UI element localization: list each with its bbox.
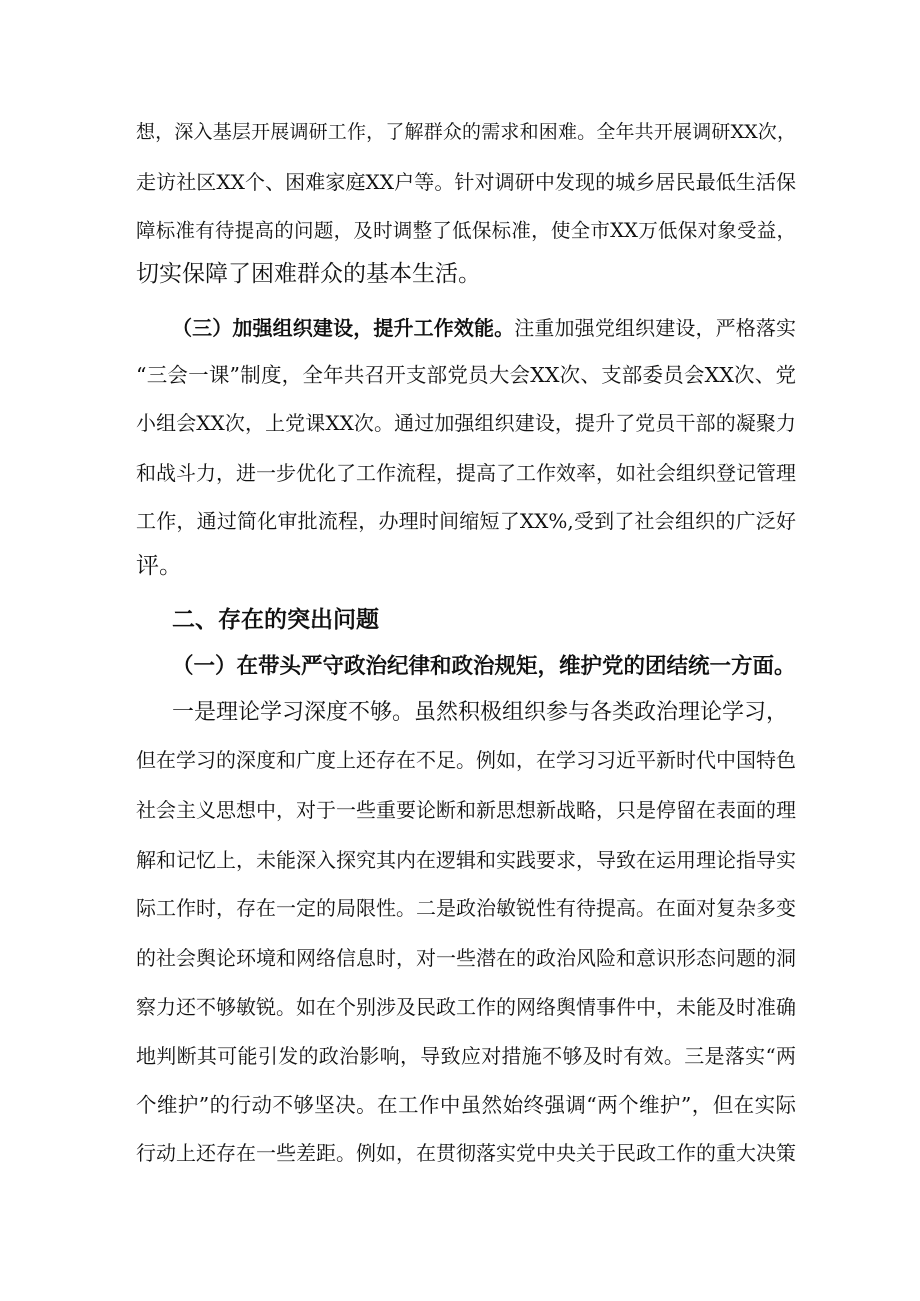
- text-line: 工作，通过简化审批流程，办理时间缩短了XX%,受到了社会组织的广泛好: [136, 509, 796, 533]
- paragraph-first-line: [172, 313, 796, 343]
- text-line: 想，深入基层开展调研工作，了解群众的需求和困难。全年共开展调研XX次，: [136, 121, 796, 143]
- paragraph-lead-heading: （三）加强组织建设，提升工作效能。: [172, 316, 515, 340]
- text-line: 和战斗力，进一步优化了工作流程，提高了工作效率，如社会组织登记管理: [136, 461, 796, 485]
- section-heading: 二、存在的突出问题: [172, 606, 379, 633]
- paragraph-lead-rest: 注重加强党组织建设，严格落实: [514, 316, 797, 340]
- text-line: 解和记忆上，未能深入探究其内在逻辑和实践要求，导致在运用理论指导实: [136, 848, 796, 872]
- text-line: 但在学习的深度和广度上还存在不足。例如，在学习习近平新时代中国特色: [136, 748, 796, 772]
- paragraph-first-line: 一是理论学习深度不够。虽然积极组织参与各类政治理论学习，: [172, 700, 789, 725]
- text-line: 评。: [136, 553, 182, 579]
- text-line: 际工作时，存在一定的局限性。二是政治敏锐性有待提高。在面对复杂多变: [136, 896, 796, 920]
- text-line: 的社会舆论环境和网络信息时，对一些潜在的政治风险和意识形态问题的洞: [136, 946, 796, 970]
- text-line: 察力还不够敏锐。如在个别涉及民政工作的网络舆情事件中，未能及时准确: [136, 995, 796, 1019]
- text-line: 个维护”的行动不够坚决。在工作中虽然始终强调“两个维护”，但在实际: [136, 1093, 796, 1117]
- text-line: 社会主义思想中，对于一些重要论断和新思想新战略，只是停留在表面的理: [136, 798, 796, 822]
- text-line: 切实保障了困难群众的基本生活。: [136, 261, 481, 287]
- text-line: 行动上还存在一些差距。例如，在贯彻落实党中央关于民政工作的重大决策: [136, 1141, 796, 1165]
- text-line: “三会一课”制度，全年共召开支部党员大会XX次、支部委员会XX次、党: [136, 363, 796, 387]
- text-line: 地判断其可能引发的政治影响，导致应对措施不够及时有效。三是落实“两: [136, 1044, 796, 1068]
- text-line: 走访社区XX个、困难家庭XX户等。针对调研中发现的城乡居民最低生活保: [136, 170, 796, 194]
- text-line: 障标准有待提高的问题，及时调整了低保标准，使全市XX万低保对象受益，: [136, 219, 796, 242]
- text-line: 小组会XX次，上党课XX次。通过加强组织建设，提升了党员干部的凝聚力: [136, 411, 796, 435]
- subsection-heading: （一）在带头严守政治纪律和政治规矩，维护党的团结统一方面。: [172, 654, 796, 679]
